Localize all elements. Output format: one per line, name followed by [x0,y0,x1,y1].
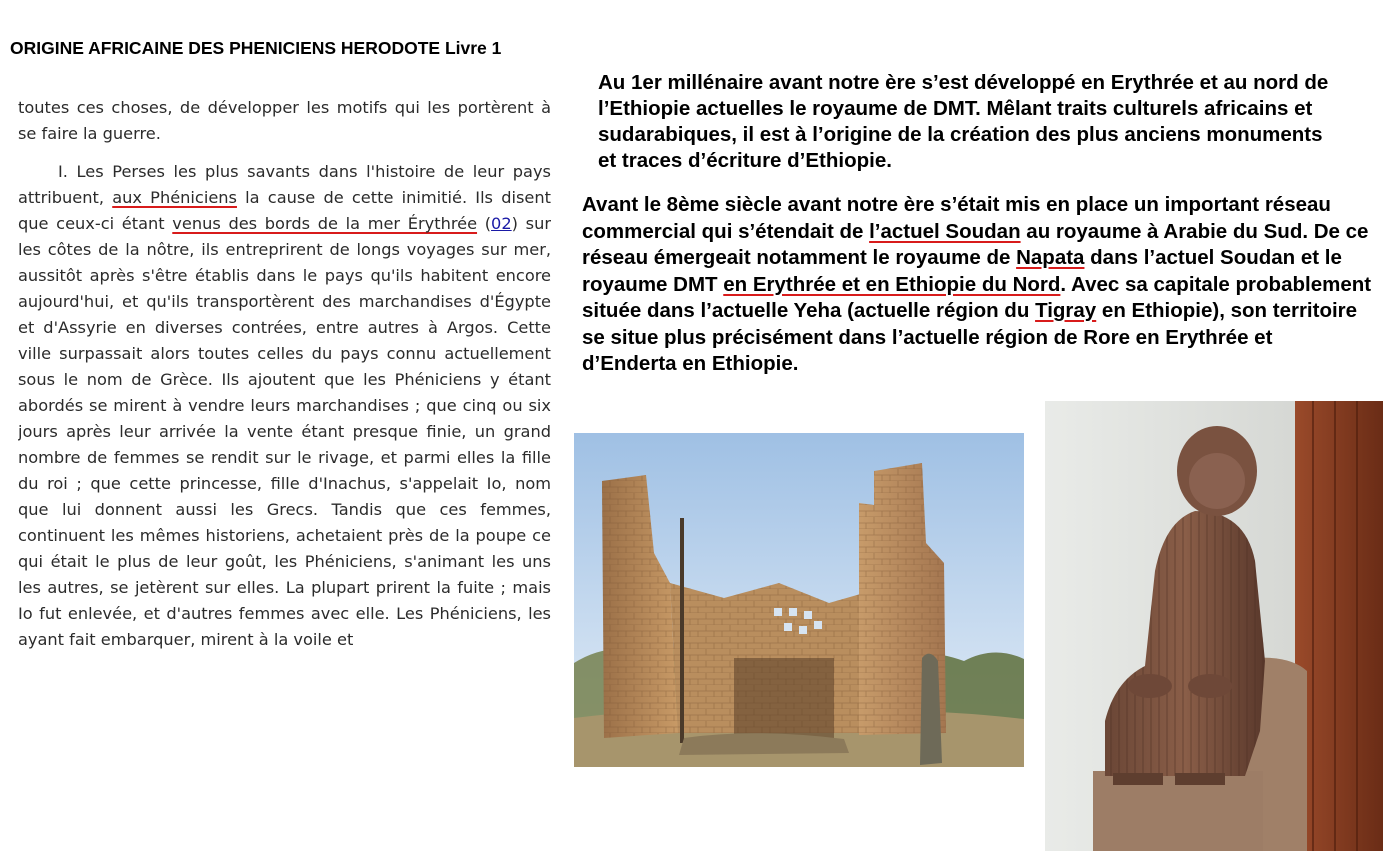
block-text: dans l’actuel Soudan et le royaume DMT [582,246,1342,296]
excerpt-text: I. Les Perses les plus savants dans l'histoire de leur pays attribuent, [18,162,551,207]
trade-network-block [582,192,1372,378]
excerpt-text: ) sur les côtes de la nôtre, ils entreprirent de longs voyages sur mer, aussitôt après s'être établis dans le pays qu'ils habitent encore aujourd'hui, et qu'ils transportèrent des marchandises d'Égypte et d'Assyrie en diverses contrées, entre autres à Argos. Cette ville surpassait alors toutes celles du pays connu actuellement sous le nom de Grèce. Ils ajoutent que les Phéniciens y étant abordés se mirent à vendre leurs marchandises ; que cinq ou six jours après leur arrivée la vente étant presque finie, un grand nombre de femmes se rendit sur le rivage, et parmi elles la fille du roi ; que cette princesse, fille d'Inachus, s'appelait Io, nom que lui donnent aussi les Grecs. Tandis que ces femmes, continuent les mêmes historiens, achetaient près de la poupe ce qui était le plus de leur goût, les Phéniciens, s'animant les uns les autres, se jetèrent sur elles. La plupart prirent la fuite ; mais Io fut enlevée, et d'autres femmes avec elle. Les Phéniciens, les ayant fait embarquer, mirent à la voile et [18,214,551,649]
footnote-link[interactable]: 02 [491,214,512,233]
trade-network-text [582,192,1372,378]
dmt-statue-photo [1045,401,1383,851]
block-text: Avant le 8ème siècle avant notre ère s’était mis en place un important réseau commercial qui s’étendait de [582,193,1331,243]
underline-soudan: l’actuel Soudan [869,219,1021,243]
page-title: ORIGINE AFRICAINE DES PHENICIENS HERODOTE Livre 1 [10,38,502,58]
excerpt-text: la cause de cette inimitié. Ils disent que ceux-ci étant [18,188,551,233]
underline-erythree-ethiopie: en Erythrée et en Ethiopie du Nord [723,272,1061,296]
underline-tigray: Tigray [1035,299,1097,322]
yeha-temple-photo [574,433,1024,767]
block-text: au royaume à Arabie du Sud. De ce réseau émergeait notamment le royaume de [582,219,1369,269]
excerpt-paragraph [18,159,551,653]
underline-mer-erythree: venus des bords de la mer Érythrée [172,214,478,233]
dmt-intro-text: Au 1er millénaire avant notre ère s’est développé en Erythrée et au nord de l’Ethiopie actuelles le royaume de DMT. Mêlant traits culturels africains et sudarabiques, il est à l’origine de la création des plus anciens monuments et traces d’écriture d’Ethiopie. [598,71,1329,172]
underline-pheniciens: aux Phéniciens [112,188,237,207]
block-text: . Avec sa capitale probablement située dans l’actuelle Yeha (actuelle région du [582,272,1372,322]
excerpt-text: ( [477,214,492,233]
herodotus-excerpt [18,95,551,663]
underline-napata: Napata [1016,246,1085,269]
block-text: en Ethiopie), son territoire se situe plus précisément dans l’actuelle région de Rore en Erythrée et d’Enderta en Ethiopie. [582,299,1358,375]
excerpt-intro: toutes ces choses, de développer les motifs qui les portèrent à se faire la guerre. [18,98,551,143]
dmt-intro-block [598,70,1338,174]
